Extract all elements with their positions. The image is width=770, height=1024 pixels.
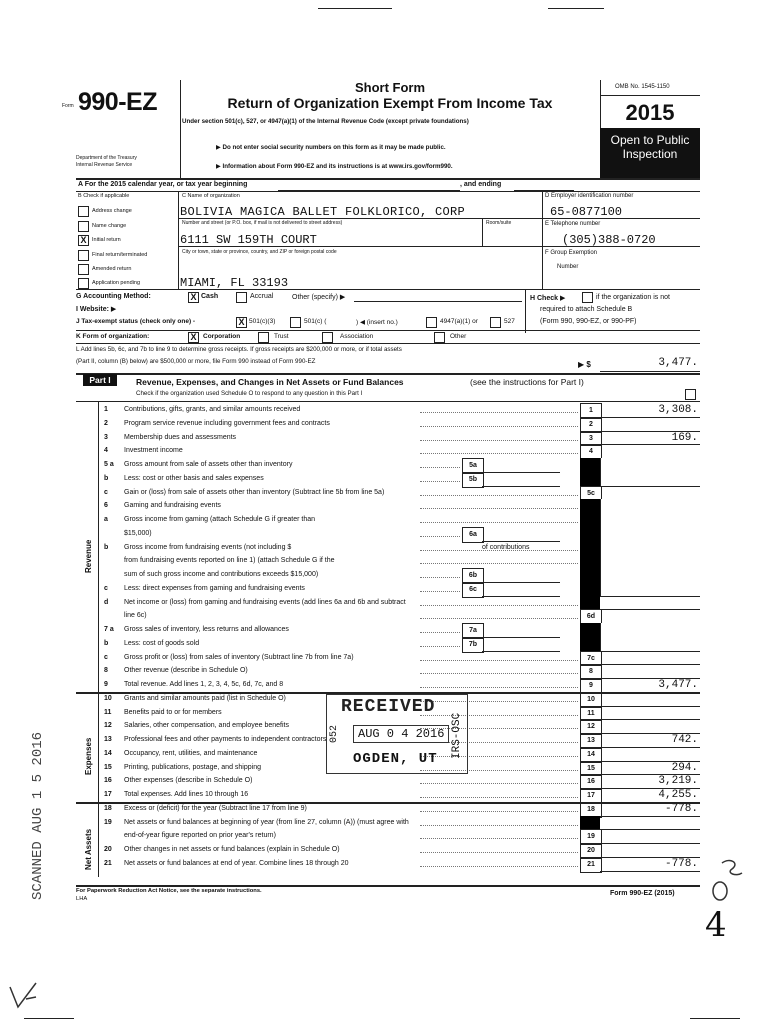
dot-leader (420, 852, 578, 853)
section-rule (76, 191, 700, 192)
line-number: 12 (104, 722, 112, 730)
line-value[interactable]: 169. (671, 431, 698, 444)
dot-leader (420, 508, 578, 509)
other-method-label: Other (specify) ▶ (292, 294, 346, 301)
line-number: 4 (104, 447, 108, 455)
line-code: 11 (580, 706, 602, 722)
dot-leader (420, 646, 460, 647)
address-change-checkbox[interactable] (78, 206, 89, 217)
line-description: Salaries, other compensation, and employee benefits (124, 722, 289, 730)
527-label: 527 (504, 318, 515, 325)
line-value[interactable]: -778. (664, 857, 698, 870)
street-value[interactable]: 6111 SW 159TH COURT (180, 233, 317, 247)
amended-return-label: Amended return (92, 266, 132, 272)
line-number: 2 (104, 419, 108, 427)
ssn-notice: ▶ Do not enter social security numbers on this form as it may be made public. (216, 144, 446, 151)
section-rule (76, 802, 700, 804)
g-label: G Accounting Method: (76, 293, 151, 300)
value-rule (600, 664, 700, 665)
sub-line-label: 7b (462, 637, 484, 653)
line-description: from fundraising events reported on line 1) (attach Schedule G if the (124, 557, 335, 565)
line-code: 5c (580, 486, 602, 502)
line-number: c (104, 584, 108, 592)
4947-checkbox[interactable] (426, 317, 437, 328)
line-value[interactable]: 3,308. (658, 404, 698, 416)
side-divider (98, 401, 99, 877)
l-line2: (Part II, column (B) below) are $500,000 or more, file Form 990 instead of Form 990-EZ (76, 358, 316, 365)
association-label: Association (340, 333, 374, 340)
value-rule (600, 829, 700, 830)
dot-leader (420, 605, 578, 606)
value-rule (600, 596, 700, 597)
dot-leader (420, 550, 578, 551)
line-number: 18 (104, 804, 112, 812)
under-section: Under section 501(c), 527, or 4947(a)(1) of the Internal Revenue Code (except private foundations) (182, 118, 469, 125)
stamp-side-code: IRS-OSC (451, 712, 463, 759)
line-description: Investment income (124, 447, 183, 455)
line-value[interactable]: 3,219. (658, 775, 698, 788)
application-pending-checkbox[interactable] (78, 278, 89, 289)
line-number: 5 a (104, 461, 114, 468)
scanned-stamp: SCANNED AUG 1 5 2016 (30, 731, 46, 900)
line-a: A For the 2015 calendar year, or tax year beginning (78, 181, 248, 188)
line-code: 14 (580, 747, 602, 763)
col-divider (525, 289, 526, 333)
line-value[interactable]: -778. (664, 802, 698, 815)
inspection-label: Inspection (622, 147, 678, 161)
trust-checkbox[interactable] (258, 332, 269, 343)
sub-line-input[interactable] (482, 582, 560, 597)
accrual-checkbox[interactable] (236, 292, 247, 303)
line-description: Benefits paid to or for members (124, 708, 222, 716)
row-rule (178, 218, 700, 219)
line-number: 14 (104, 749, 112, 757)
dot-leader (420, 522, 578, 523)
line-number: 3 (104, 433, 108, 441)
initial-return-checkbox[interactable]: X (78, 235, 89, 246)
dept-label: Department of the Treasury (76, 155, 137, 161)
line-number: c (104, 653, 108, 661)
line-description: Net assets or fund balances at end of year. Combine lines 18 through 20 (124, 859, 349, 867)
shaded-code-cell (580, 568, 600, 583)
line-description: Net income or (loss) from gaming and fundraising events (add lines 6a and 6b and subtract (124, 598, 406, 606)
k-label: K Form of organization: (76, 333, 150, 340)
sub-line-label: 6b (462, 568, 484, 584)
irs-label: Internal Revenue Service (76, 162, 133, 168)
line-code: 13 (580, 733, 602, 749)
line-description: Gross profit or (loss) from sales of inventory (Subtract line 7b from line 7a) (124, 653, 354, 661)
dot-leader (420, 563, 578, 564)
sub-line-label: 7a (462, 623, 484, 639)
sub-line-input[interactable] (482, 527, 560, 542)
value-rule (600, 486, 700, 487)
schedule-o-check-line: Check if the organization used Schedule O to respond to any question in this Part I (136, 390, 363, 397)
line-code: 16 (580, 774, 602, 790)
address-change-label: Address change (92, 208, 132, 214)
line-description: Gain or (loss) from sale of assets other than inventory (Subtract line 5b from line 5a) (124, 488, 385, 496)
form-title: Return of Organization Exempt From Income Tax (227, 95, 553, 111)
line-description: line 6c) (124, 612, 147, 620)
name-change-label: Name change (92, 223, 127, 229)
dot-leader (420, 783, 578, 784)
line-value[interactable]: 3,477. (658, 679, 698, 691)
line-description: Grants and similar amounts paid (list in Schedule O) (124, 694, 286, 702)
line-number: 8 (104, 667, 108, 675)
blank-value-area (600, 499, 701, 595)
line-number: b (104, 543, 109, 551)
scan-mark (24, 1018, 74, 1019)
f-label: F Group Exemption (545, 250, 598, 256)
dot-leader (420, 412, 578, 413)
line-description: Total revenue. Add lines 1, 2, 3, 4, 5c, 6d, 7c, and 8 (124, 681, 284, 688)
application-pending-label: Application pending (92, 280, 141, 286)
value-rule (600, 651, 700, 652)
tax-year: 2015 (625, 100, 675, 125)
short-form-label: Short Form (354, 80, 426, 95)
dot-leader (420, 866, 578, 867)
line-description: Printing, publications, postage, and shipping (124, 763, 261, 771)
l-arrow: ▶ $ (578, 360, 591, 369)
line-description: Other expenses (describe in Schedule O) (124, 777, 253, 785)
dot-leader (420, 467, 460, 468)
line-number: 9 (104, 681, 108, 688)
line-description: Less: cost of goods sold (124, 639, 200, 647)
room-label: Room/suite (486, 220, 512, 226)
h-label: H Check ▶ (530, 295, 566, 302)
527-checkbox[interactable] (490, 317, 501, 328)
line-code: 6d (580, 609, 602, 625)
line-description: Occupancy, rent, utilities, and maintenance (124, 749, 258, 757)
part-one-title: Revenue, Expenses, and Changes in Net Assets or Fund Balances (136, 377, 404, 387)
corporation-checkbox[interactable]: X (188, 332, 199, 343)
line-code: 2 (580, 417, 602, 433)
line-code: 8 (580, 664, 602, 680)
cash-checkbox[interactable]: X (188, 292, 199, 303)
501c3-label: 501(c)(3) (249, 318, 276, 325)
sub-line-label: 5b (462, 472, 484, 488)
line-code: 20 (580, 843, 602, 859)
value-rule (600, 871, 700, 872)
shaded-code-cell (580, 513, 600, 528)
city-label: City or town, state or province, country, and ZIP or foreign postal code (182, 249, 337, 255)
value-rule (600, 719, 700, 720)
sub-line-label: 6a (462, 527, 484, 543)
open-public-label: Open to Public (610, 133, 690, 147)
line-description: Other changes in net assets or fund balances (explain in Schedule O) (124, 846, 340, 853)
footer-code: LHA (76, 896, 88, 902)
line-number: d (104, 598, 109, 606)
sub-line-input[interactable] (482, 623, 560, 638)
dot-leader (420, 811, 578, 812)
header-rule (600, 95, 700, 96)
dot-leader (420, 481, 460, 482)
h-text: if the organization is not (596, 294, 670, 301)
blank-value-area (600, 458, 701, 486)
stamp-side-num: 052 (329, 724, 340, 743)
schedule-o-checkbox[interactable] (685, 389, 696, 400)
corporation-label: Corporation (203, 333, 241, 340)
net-assets-side-label: Net Assets (84, 828, 93, 870)
line-description: $15,000) (124, 529, 152, 537)
sub-line-label: 5a (462, 458, 484, 474)
and-ending: , and ending (460, 181, 502, 188)
footer-form-ref: Form 990-EZ (2015) (610, 890, 675, 897)
line-code: 7c (580, 651, 602, 667)
line-description: Other revenue (describe in Schedule O) (124, 667, 248, 675)
scan-mark (548, 8, 604, 9)
line-description: Less: direct expenses from gaming and fundraising events (124, 584, 305, 592)
stamp-received: RECEIVED (341, 697, 436, 717)
line-number: 10 (104, 694, 112, 702)
d-label: D Employer identification number (545, 193, 634, 199)
line-number: 13 (104, 736, 112, 743)
line-description: Membership dues and assessments (124, 433, 237, 441)
col-divider (482, 218, 483, 246)
line-number: b (104, 639, 109, 647)
public-inspection-box (600, 128, 700, 178)
dot-leader (420, 453, 578, 454)
dot-leader (420, 838, 578, 839)
h-text2: required to attach Schedule B (540, 306, 633, 313)
cash-label: Cash (201, 293, 219, 300)
section-rule (76, 178, 700, 180)
shaded-code-cell (580, 816, 600, 831)
dot-leader (420, 618, 578, 619)
dot-leader (420, 591, 460, 592)
amended-return-checkbox[interactable] (78, 264, 89, 275)
line-number: 20 (104, 846, 112, 853)
line-description: Gross income from gaming (attach Schedule G if greater than (124, 516, 316, 523)
section-rule (76, 885, 700, 887)
initial-return-label: Initial return (92, 237, 121, 243)
line-description: Gaming and fundraising events (124, 502, 221, 510)
line-description: end-of-year figure reported on prior year's return) (124, 832, 276, 840)
j-label: J Tax-exempt status (check only one) - (76, 318, 196, 325)
4947-label: 4947(a)(1) or (440, 318, 478, 325)
shaded-code-cell (580, 582, 600, 597)
handwritten-number: 4 (705, 905, 727, 945)
part-one-label: Part I (83, 374, 117, 386)
org-name[interactable]: BOLIVIA MAGICA BALLET FOLKLORICO, CORP (180, 205, 466, 219)
line-description: Total expenses. Add lines 10 through 16 (124, 791, 249, 798)
line-number: c (104, 488, 108, 496)
shaded-code-cell (580, 541, 600, 556)
row-rule (76, 343, 700, 344)
received-stamp (326, 694, 468, 774)
b-label: B Check if applicable (78, 193, 130, 199)
other-org-checkbox[interactable] (434, 332, 445, 343)
line-description: Net assets or fund balances at beginning of year (from line 27, column (A)) (must agree with (124, 818, 409, 826)
value-rule (600, 706, 700, 707)
line-description: Gross income from fundraising events (not including $ (124, 543, 292, 551)
line-code: 17 (580, 788, 602, 804)
col-divider (178, 191, 179, 289)
line-value[interactable]: 294. (671, 761, 698, 774)
accrual-label: Accrual (250, 293, 274, 300)
shaded-code-cell (580, 637, 600, 652)
line-number: 6 (104, 502, 108, 510)
line-number: 19 (104, 818, 112, 826)
dot-leader (420, 426, 578, 427)
dot-leader (420, 825, 578, 826)
line-number: a (104, 516, 108, 523)
dot-leader (420, 673, 578, 674)
line-extra: of contributions (482, 543, 530, 551)
line-code: 21 (580, 857, 602, 873)
part-one-title-suffix: (see the instructions for Part I) (470, 377, 584, 387)
dot-leader (420, 440, 578, 441)
line-code: 1 (580, 403, 602, 419)
line-code: 4 (580, 444, 602, 460)
city-value[interactable]: MIAMI, FL 33193 (180, 276, 289, 290)
dot-leader (420, 632, 460, 633)
website-label: I Website: ▶ (76, 306, 117, 313)
scan-mark (690, 1018, 740, 1019)
line-description: Less: cost or other basis and sales expenses (124, 474, 264, 482)
row-rule (178, 246, 700, 247)
line-description: sum of such gross income and contributions exceeds $15,000) (124, 571, 319, 578)
value-rule (600, 609, 700, 610)
line-number: 11 (104, 708, 112, 716)
line-number: 21 (104, 859, 112, 867)
line-number: 15 (104, 763, 112, 771)
paperwork-notice: For Paperwork Reduction Act Notice, see the separate instructions. (76, 888, 262, 894)
line-number: b (104, 474, 109, 482)
section-rule (76, 373, 700, 375)
ein-value[interactable]: 65-0877100 (550, 205, 623, 219)
phone-value[interactable]: (305)388-0720 (562, 233, 656, 247)
revenue-side-label: Revenue (84, 539, 93, 573)
line-code: 10 (580, 692, 602, 708)
info-notice: ▶ Information about Form 990-EZ and its instructions is at www.irs.gov/form990. (216, 163, 453, 170)
check-mark (4, 975, 44, 1015)
shaded-code-cell (580, 554, 600, 569)
trust-label: Trust (274, 333, 289, 340)
sub-line-label: 6c (462, 582, 484, 598)
line-description: Professional fees and other payments to independent contractors (124, 736, 327, 743)
line-value[interactable]: 4,255. (658, 789, 698, 801)
sub-line-input[interactable] (482, 637, 560, 652)
line-code: 12 (580, 719, 602, 735)
street-label: Number and street (or P.O. box, if mail is not delivered to street address) (182, 220, 343, 226)
omb-number: OMB No. 1545-1150 (615, 84, 670, 90)
line-code: 19 (580, 829, 602, 845)
shaded-code-cell (580, 458, 600, 473)
scan-mark (318, 8, 392, 9)
gross-receipts-value[interactable]: 3,477. (658, 357, 698, 369)
line-description: Contributions, gifts, grants, and similar amounts received (124, 406, 301, 413)
value-rule (600, 747, 700, 748)
shaded-code-cell (580, 499, 600, 514)
line-description: Gross sales of inventory, less returns and allowances (124, 626, 289, 633)
expenses-side-label: Expenses (84, 737, 93, 775)
501c3-checkbox[interactable]: X (236, 317, 247, 328)
dot-leader (420, 687, 578, 688)
value-rule (600, 843, 700, 844)
line-number: 17 (104, 791, 112, 798)
sub-line-input[interactable] (482, 458, 560, 473)
line-code: 18 (580, 802, 602, 818)
line-code: 15 (580, 761, 602, 777)
sub-line-input[interactable] (482, 472, 560, 487)
insert-no-label: ) ◀ (insert no.) (356, 319, 398, 326)
e-label: E Telephone number (545, 221, 601, 227)
501c-label: 501(c) ( (304, 318, 327, 325)
value-rule (600, 816, 700, 817)
section-rule (76, 289, 700, 290)
blank-value-area (600, 623, 701, 651)
col-divider (542, 191, 543, 289)
dot-leader (420, 660, 578, 661)
line-number: 7 a (104, 626, 114, 633)
h-text3: (Form 990, 990-EZ, or 990-PF) (540, 318, 637, 325)
line-description: Program service revenue including government fees and contracts (124, 419, 330, 427)
final-return-checkbox[interactable] (78, 250, 89, 261)
form-prefix: Form (62, 103, 74, 109)
shaded-code-cell (580, 527, 600, 542)
name-change-checkbox[interactable] (78, 221, 89, 232)
fill-line (354, 301, 522, 302)
l-line1: L Add lines 5b, 6c, and 7b to line 9 to determine gross receipts. If gross receipts are $200,000 or more, or if total assets (76, 346, 402, 353)
501c-checkbox[interactable] (290, 317, 301, 328)
form-number: 990-EZ (78, 88, 157, 116)
f-label-number: Number (557, 264, 579, 270)
fill-line (600, 371, 700, 372)
line-description: Excess or (deficit) for the year (Subtract line 17 from line 9) (124, 804, 307, 812)
value-rule (600, 444, 700, 445)
shaded-code-cell (580, 472, 600, 487)
line-description: Gross amount from sale of assets other than inventory (124, 461, 293, 468)
schedule-b-checkbox[interactable] (582, 292, 593, 303)
shaded-code-cell (580, 623, 600, 638)
stamp-date: AUG 0 4 2016 (353, 725, 449, 743)
dot-leader (420, 577, 460, 578)
line-number: 1 (104, 406, 108, 413)
shaded-code-cell (580, 596, 600, 611)
value-rule (600, 417, 700, 418)
line-value[interactable]: 742. (671, 734, 698, 746)
other-org-label: Other (450, 333, 467, 340)
dot-leader (420, 797, 578, 798)
line-code: 9 (580, 678, 602, 694)
sub-line-input[interactable] (482, 568, 560, 583)
line-number: 16 (104, 777, 112, 785)
handwritten-mark (700, 855, 760, 905)
stamp-city: OGDEN, UT (353, 751, 438, 767)
c-label: C Name of organization (182, 193, 240, 199)
dot-leader (420, 495, 578, 496)
association-checkbox[interactable] (322, 332, 333, 343)
section-rule (76, 401, 700, 402)
row-rule (76, 330, 700, 331)
final-return-label: Final return/terminated (92, 252, 148, 258)
line-code: 3 (580, 431, 602, 447)
dot-leader (420, 536, 460, 537)
